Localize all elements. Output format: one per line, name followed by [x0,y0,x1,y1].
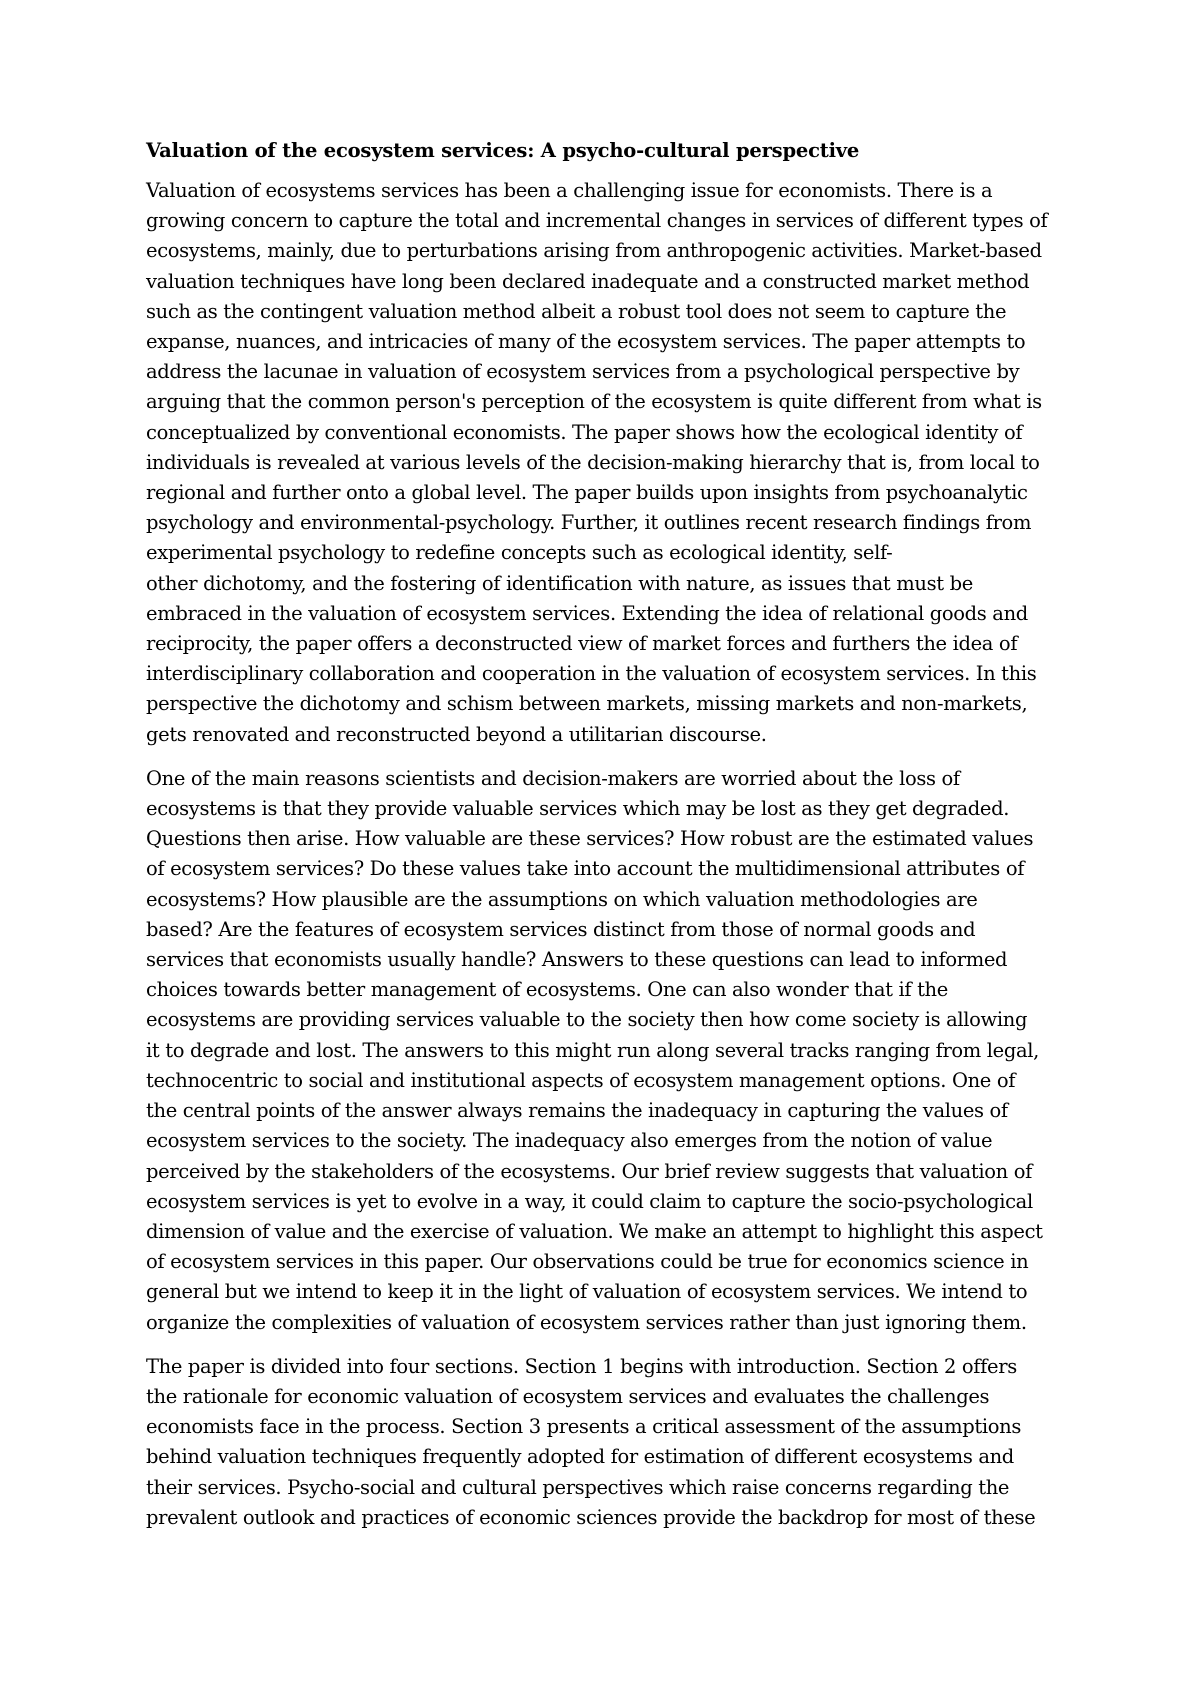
text-line: One of the main reasons scientists and decision-makers are worried about the loss of [146,766,960,790]
document-title: Valuation of the ecosystem services: A psycho-cultural perspective [146,139,860,162]
text-line: services that economists usually handle? Answers to these questions can lead to informed [146,948,1008,972]
text-line: perspective the dichotomy and schism between markets, missing markets and non-markets, [146,692,1028,716]
text-line: other dichotomy, and the fostering of identification with nature, as issues that must be [146,571,973,595]
text-line: ecosystem services is yet to evolve in a way, it could claim to capture the socio-psychological [146,1189,1033,1213]
text-line: expanse, nuances, and intricacies of many of the ecosystem services. The paper attempts to [146,330,1026,354]
text-line: regional and further onto a global level. The paper builds upon insights from psychoanalytic [146,481,1028,505]
text-line: general but we intend to keep it in the light of valuation of ecosystem services. We intend to [146,1280,1028,1304]
text-line: ecosystems are providing services valuable to the society then how come society is allowing [146,1008,1028,1032]
text-line: embraced in the valuation of ecosystem services. Extending the idea of relational goods and [146,601,1028,625]
text-line: of ecosystem services? Do these values take into account the multidimensional attributes of [146,857,1025,881]
text-line: reciprocity, the paper offers a deconstructed view of market forces and furthers the idea of [146,632,1018,656]
text-line: organize the complexities of valuation of ecosystem services rather than just ignoring them. [146,1310,1027,1334]
text-line: The paper is divided into four sections. Section 1 begins with introduction. Section 2 offers [146,1354,1017,1378]
text-line: valuation techniques have long been declared inadequate and a constructed market method [146,269,1030,293]
text-line: psychology and environmental-psychology. Further, it outlines recent research findings from [146,511,1032,535]
text-line: ecosystems is that they provide valuable services which may be lost as they get degraded. [146,797,1010,821]
text-line: dimension of value and the exercise of valuation. We make an attempt to highlight this aspect [146,1219,1043,1243]
text-line: conceptualized by conventional economists. The paper shows how the ecological identity of [146,420,1023,444]
text-line: behind valuation techniques frequently adopted for estimation of different ecosystems and [146,1445,1014,1469]
document-page [146,136,1076,1547]
text-line: it to degrade and lost. The answers to this might run along several tracks ranging from legal, [146,1038,1040,1062]
text-line: technocentric to social and institutional aspects of ecosystem management options. One of [146,1068,1016,1092]
text-line: the central points of the answer always remains the inadequacy in capturing the values of [146,1099,1008,1123]
text-line: growing concern to capture the total and incremental changes in services of different types of [146,209,1048,233]
text-line: arguing that the common person's perception of the ecosystem is quite different from what is [146,390,1042,414]
text-line: such as the contingent valuation method albeit a robust tool does not seem to capture the [146,299,1007,323]
text-line: ecosystem services to the society. The inadequacy also emerges from the notion of value [146,1129,993,1153]
text-line: based? Are the features of ecosystem services distinct from those of normal goods and [146,917,976,941]
text-line: ecosystems, mainly, due to perturbations arising from anthropogenic activities. Market-based [146,239,1042,263]
text-line: ecosystems? How plausible are the assumptions on which valuation methodologies are [146,887,978,911]
text-line: economists face in the process. Section 3 presents a critical assessment of the assumptions [146,1415,1021,1439]
document-body [146,176,1076,1533]
paragraph-2 [146,764,1076,1338]
text-line: individuals is revealed at various levels of the decision-making hierarchy that is, from local to [146,450,1040,474]
text-line: Valuation of ecosystems services has been a challenging issue for economists. There is a [146,179,993,202]
text-line: prevalent outlook and practices of economic sciences provide the backdrop for most of these [146,1505,1036,1529]
text-line: experimental psychology to redefine concepts such as ecological identity, self- [146,541,893,565]
text-line: their services. Psycho-social and cultural perspectives which raise concerns regarding the [146,1475,1010,1499]
paragraph-3 [146,1352,1076,1533]
paragraph-1 [146,176,1076,750]
text-line: the rationale for economic valuation of ecosystem services and evaluates the challenges [146,1384,990,1408]
text-line: perceived by the stakeholders of the ecosystems. Our brief review suggests that valuation of [146,1159,1032,1183]
text-line: gets renovated and reconstructed beyond a utilitarian discourse. [146,722,767,746]
text-line: of ecosystem services in this paper. Our observations could be true for economics science in [146,1250,1029,1274]
text-line: address the lacunae in valuation of ecosystem services from a psychological perspective by [146,360,1020,384]
text-line: interdisciplinary collaboration and cooperation in the valuation of ecosystem services. In this [146,662,1037,686]
text-line: choices towards better management of ecosystems. One can also wonder that if the [146,978,948,1002]
text-line: Questions then arise. How valuable are these services? How robust are the estimated values [146,827,1034,851]
